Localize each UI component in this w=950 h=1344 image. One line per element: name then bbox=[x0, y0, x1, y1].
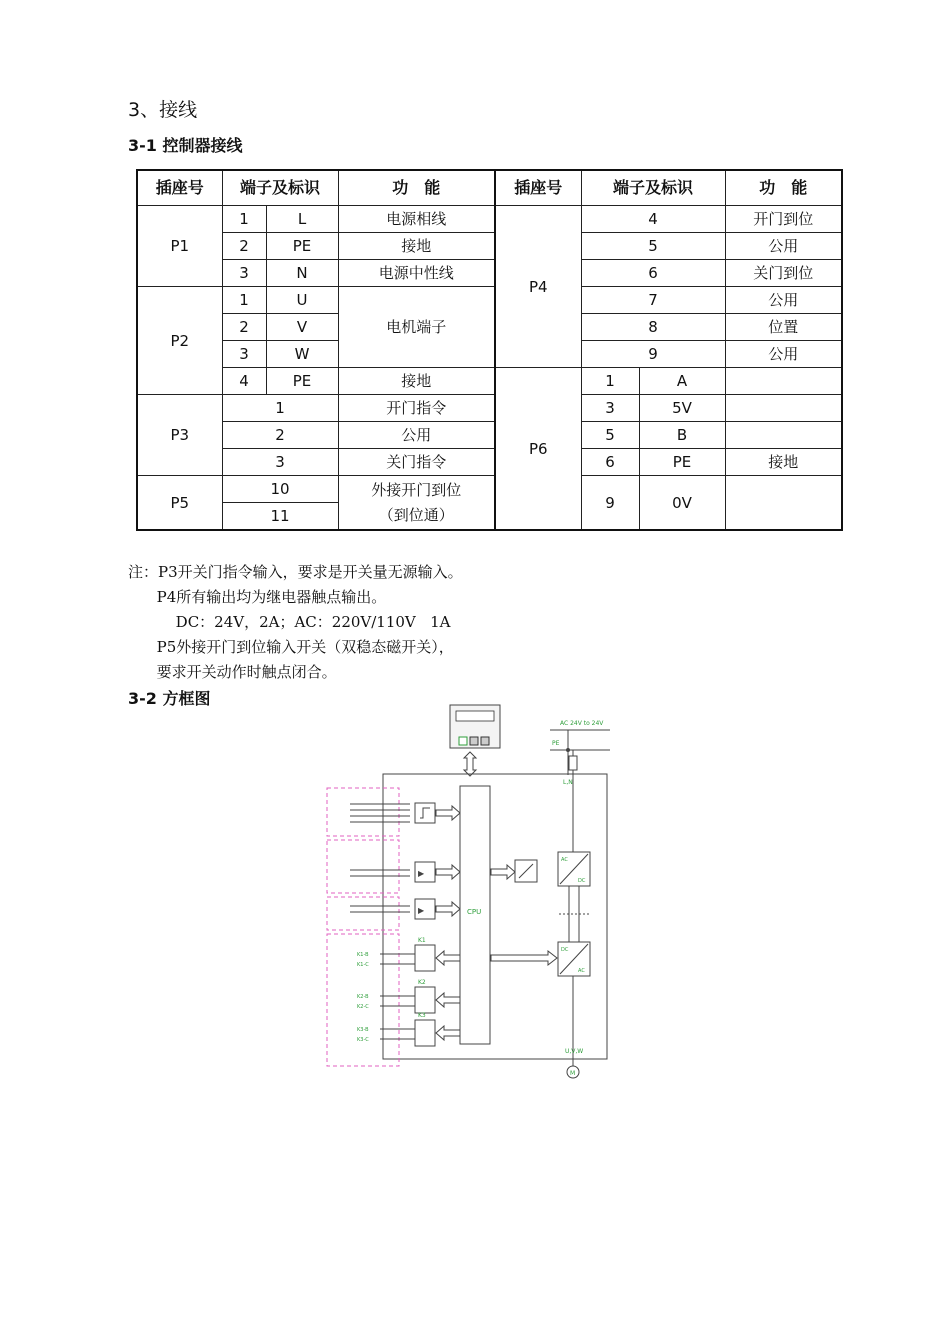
terminal-id: L bbox=[266, 206, 338, 233]
key-icon bbox=[459, 737, 467, 745]
pe-label: PE bbox=[552, 740, 560, 747]
relay-label: K2 bbox=[418, 979, 426, 986]
terminal-num: 3 bbox=[222, 260, 266, 287]
note-line: 注：P3开关门指令输入，要求是开关量无源输入。 bbox=[128, 563, 463, 581]
socket-p4: P4 bbox=[495, 206, 581, 368]
terminal-function: 公用 bbox=[338, 422, 495, 449]
table-row bbox=[137, 287, 842, 314]
relay-k1 bbox=[357, 937, 460, 971]
header-socket: 插座号 bbox=[137, 170, 222, 206]
terminal-function bbox=[725, 476, 842, 531]
socket-p5: P5 bbox=[137, 476, 222, 531]
table-row bbox=[137, 260, 842, 287]
inverter-ac-label: AC bbox=[578, 968, 585, 974]
terminal-num: 6 bbox=[581, 260, 725, 287]
arrow-icon bbox=[436, 951, 460, 965]
rectifier-ac-label: AC bbox=[561, 857, 568, 863]
terminal-num: 5 bbox=[581, 233, 725, 260]
pin-label: K2-B bbox=[357, 994, 369, 1000]
wiring-table bbox=[136, 169, 843, 531]
optocoupler-icon: ▶ bbox=[418, 906, 425, 915]
socket-p3: P3 bbox=[137, 395, 222, 476]
cpu-label: CPU bbox=[467, 908, 482, 916]
terminal-num: 4 bbox=[222, 368, 266, 395]
relay-block bbox=[415, 987, 435, 1013]
terminal-id: 0V bbox=[639, 476, 725, 531]
table-row bbox=[137, 368, 842, 395]
terminal-num: 8 bbox=[581, 314, 725, 341]
terminal-num: 1 bbox=[222, 287, 266, 314]
terminal-function: 关门到位 bbox=[725, 260, 842, 287]
header-terminal-right: 端子及标识 bbox=[581, 170, 725, 206]
arrow-icon bbox=[436, 806, 460, 820]
terminal-function bbox=[725, 368, 842, 395]
terminal-function: 开门指令 bbox=[338, 395, 495, 422]
terminal-num: 9 bbox=[581, 341, 725, 368]
arrow-icon bbox=[491, 951, 557, 965]
terminal-num: 3 bbox=[222, 341, 266, 368]
terminal-group bbox=[327, 840, 399, 893]
notes bbox=[128, 560, 463, 685]
terminal-function: 位置 bbox=[725, 314, 842, 341]
terminal-num: 1 bbox=[222, 206, 266, 233]
pin-label: K1-C bbox=[357, 962, 369, 968]
relay-label: K1 bbox=[418, 937, 426, 944]
pin-label: K2-C bbox=[357, 1004, 369, 1010]
display-screen bbox=[456, 711, 494, 721]
pin-label: K3-B bbox=[357, 1027, 369, 1033]
terminal-function: 公用 bbox=[725, 287, 842, 314]
header-terminal: 端子及标识 bbox=[222, 170, 338, 206]
terminal-function bbox=[725, 422, 842, 449]
terminal-function: 电源中性线 bbox=[338, 260, 495, 287]
terminal-function-motor: 电机端子 bbox=[338, 287, 495, 368]
terminal-num: 6 bbox=[581, 449, 639, 476]
arrow-icon bbox=[491, 865, 515, 879]
key-icon bbox=[470, 737, 478, 745]
terminal-function: 关门指令 bbox=[338, 449, 495, 476]
table-row bbox=[137, 206, 842, 233]
rectifier-dc-label: DC bbox=[578, 878, 586, 884]
motor-label: M bbox=[570, 1070, 576, 1077]
note-line: P5外接开门到位输入开关（双稳态磁开关）， bbox=[128, 638, 454, 656]
terminal-num: 10 bbox=[222, 476, 338, 503]
terminal-num: 1 bbox=[222, 395, 338, 422]
subsection-title-wiring: 3-1 控制器接线 bbox=[128, 136, 243, 155]
supply-label: AC 24V to 24V bbox=[560, 720, 604, 727]
terminal-num: 3 bbox=[581, 395, 639, 422]
terminal-id: B bbox=[639, 422, 725, 449]
arrow-icon bbox=[436, 1026, 460, 1040]
terminal-function: 公用 bbox=[725, 341, 842, 368]
socket-p6: P6 bbox=[495, 368, 581, 531]
table-row bbox=[137, 422, 842, 449]
subsection-title-block-diagram: 3-2 方框图 bbox=[128, 689, 211, 708]
terminal-id: N bbox=[266, 260, 338, 287]
key-icon bbox=[481, 737, 489, 745]
terminal-id: PE bbox=[266, 233, 338, 260]
terminal-id: PE bbox=[266, 368, 338, 395]
terminal-num: 11 bbox=[222, 503, 338, 531]
out-label: U,V,W bbox=[565, 1048, 584, 1055]
terminal-id: 5V bbox=[639, 395, 725, 422]
terminal-group bbox=[327, 897, 399, 930]
arrow-icon bbox=[436, 865, 460, 879]
l-label: L,N bbox=[563, 779, 573, 786]
terminal-num: 2 bbox=[222, 233, 266, 260]
header-function-right: 功 能 bbox=[725, 170, 842, 206]
table-row bbox=[137, 449, 842, 476]
terminal-function: 接地 bbox=[725, 449, 842, 476]
socket-p2: P2 bbox=[137, 287, 222, 395]
relay-block bbox=[415, 945, 435, 971]
p5-function-line2: （到位通） bbox=[378, 505, 454, 524]
terminal-id: U bbox=[266, 287, 338, 314]
terminal-id: A bbox=[639, 368, 725, 395]
p5-function-line1: 外接开门到位 bbox=[371, 480, 462, 499]
terminal-num: 9 bbox=[581, 476, 639, 531]
double-arrow-icon bbox=[464, 752, 476, 776]
note-line: 要求开关动作时触点闭合。 bbox=[128, 663, 337, 681]
terminal-num: 2 bbox=[222, 314, 266, 341]
relay-k2 bbox=[357, 979, 460, 1013]
table-row bbox=[137, 395, 842, 422]
note-line: P4所有输出均为继电器触点输出。 bbox=[128, 588, 387, 606]
schmitt-block bbox=[415, 803, 435, 823]
terminal-id: PE bbox=[639, 449, 725, 476]
terminal-num: 5 bbox=[581, 422, 639, 449]
junction-dot bbox=[566, 748, 570, 752]
terminal-num: 4 bbox=[581, 206, 725, 233]
pin-label: K3-C bbox=[357, 1037, 369, 1043]
table-row bbox=[137, 476, 842, 503]
relay-block bbox=[415, 1020, 435, 1046]
terminal-num: 2 bbox=[222, 422, 338, 449]
note-line: DC：24V，2A；AC：220V/110V 1A bbox=[128, 613, 451, 631]
terminal-function: 接地 bbox=[338, 233, 495, 260]
terminal-num: 7 bbox=[581, 287, 725, 314]
inverter-dc-label: DC bbox=[561, 947, 569, 953]
table-header-row bbox=[137, 170, 842, 206]
arrow-icon bbox=[436, 993, 460, 1007]
terminal-function: 开门到位 bbox=[725, 206, 842, 233]
terminal-num: 3 bbox=[222, 449, 338, 476]
terminal-function bbox=[725, 395, 842, 422]
section-title: 3、接线 bbox=[128, 99, 198, 121]
terminal-id: W bbox=[266, 341, 338, 368]
header-socket-right: 插座号 bbox=[495, 170, 581, 206]
block-diagram bbox=[320, 700, 620, 1085]
table-row bbox=[137, 233, 842, 260]
optocoupler-icon: ▶ bbox=[418, 869, 425, 878]
relay-label: K3 bbox=[418, 1012, 426, 1019]
header-function: 功 能 bbox=[338, 170, 495, 206]
fuse-icon bbox=[569, 756, 577, 770]
socket-p1: P1 bbox=[137, 206, 222, 287]
terminal-function: 接地 bbox=[338, 368, 495, 395]
pin-label: K1-B bbox=[357, 952, 369, 958]
terminal-function: 公用 bbox=[725, 233, 842, 260]
terminal-id: V bbox=[266, 314, 338, 341]
arrow-icon bbox=[436, 902, 460, 916]
terminal-function: 电源相线 bbox=[338, 206, 495, 233]
terminal-num: 1 bbox=[581, 368, 639, 395]
relay-k3 bbox=[357, 1012, 460, 1046]
terminal-group bbox=[327, 788, 399, 836]
terminal-function-p5 bbox=[338, 476, 495, 531]
